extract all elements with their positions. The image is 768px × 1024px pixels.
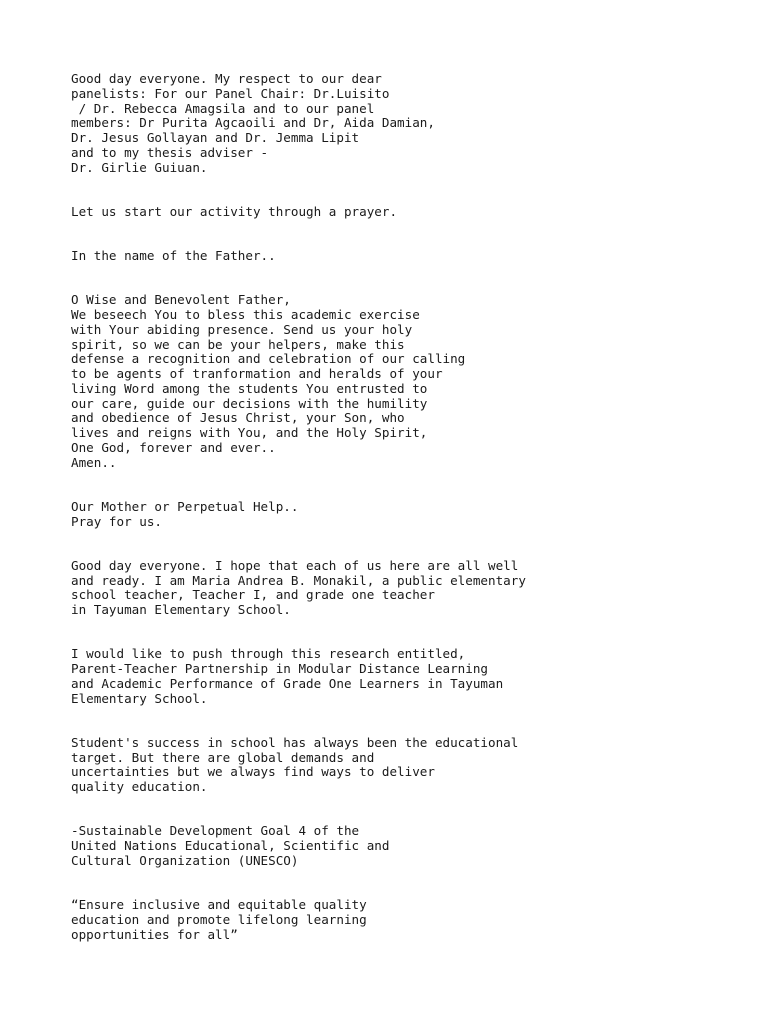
self-introduction-paragraph: Good day everyone. I hope that each of us here are all well and ready. I am Maria Andrea B. Monakil, a public elementary school teacher, Teacher I, and grade one teacher in Tayuman Elementary School. (71, 557, 526, 617)
prayer-intro-paragraph: Let us start our activity through a prayer. (71, 203, 398, 219)
greeting-paragraph: Good day everyone. My respect to our dear panelists: For our Panel Chair: Dr.Luisito / Dr. Rebecca Amagsila and to our panel members: Dr Purita Agcaoili and Dr, Aida Damian, Dr. Jesus Gollayan and Dr. Jemma Lipit and to my thesis adviser - Dr. Girlie Guiuan. (71, 71, 435, 175)
sdg-quote-paragraph: “Ensure inclusive and equitable quality education and promote lifelong learning opportunities for all” (71, 897, 367, 942)
document-page (71, 72, 751, 972)
context-paragraph: Student's success in school has always been the educational target. But there are global demands and uncertainties but we always find ways to deliver quality education. (71, 734, 519, 794)
invocation-paragraph: Our Mother or Perpetual Help.. Pray for us. (71, 498, 299, 529)
sdg-reference-paragraph: -Sustainable Development Goal 4 of the United Nations Educational, Scientific and Cultural Organization (UNESCO) (71, 823, 390, 868)
sign-of-cross-paragraph: In the name of the Father.. (71, 248, 276, 263)
research-title-paragraph: I would like to push through this research entitled, Parent-Teacher Partnership in Modular Distance Learning and Academic Performance of Grade One Learners in Tayuman Elementary School. (71, 646, 504, 706)
prayer-paragraph: O Wise and Benevolent Father, We beseech You to bless this academic exercise with Your abiding presence. Send us your holy spirit, so we can be your helpers, make this defense a recognition and celebration of our calling to be agents of tranformation and heralds of your living Word among the students You entrusted to our care, guide our decisions with the humility and obedience of Jesus Christ, your Son, who lives and reigns with You, and the Holy Spirit, One God, forever and ever.. Amen.. (71, 292, 466, 470)
